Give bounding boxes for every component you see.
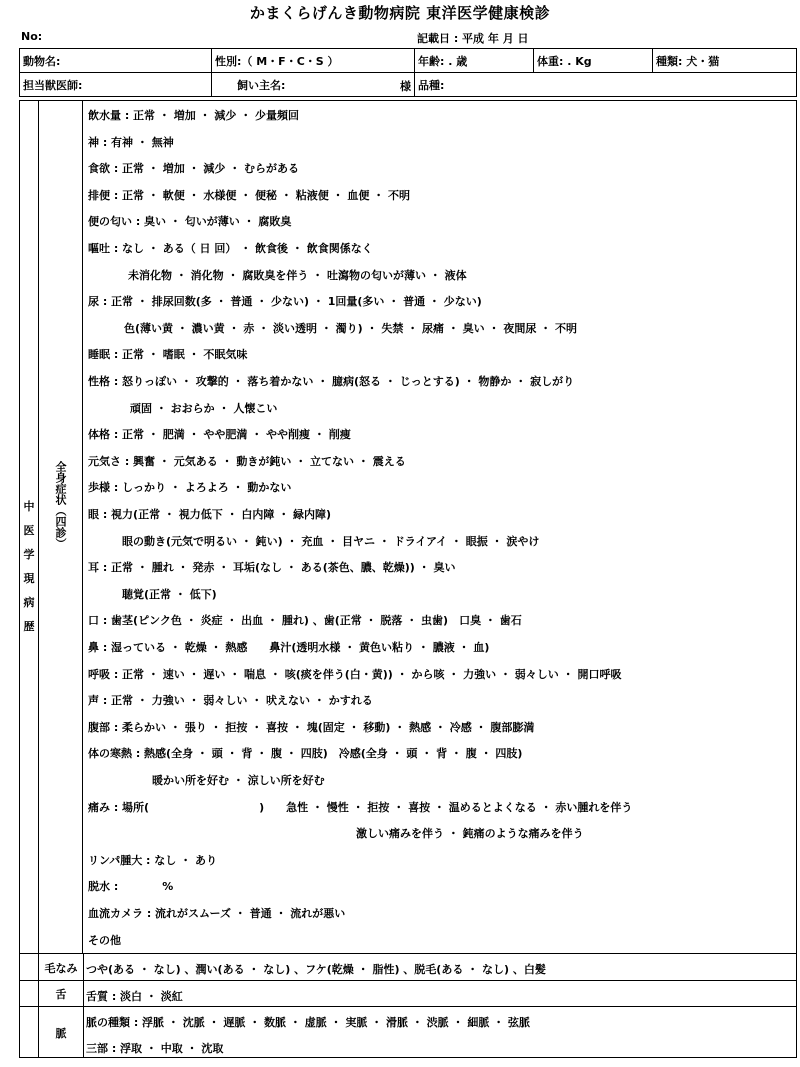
symptom-line[interactable]: その他 xyxy=(88,933,121,947)
symptom-line[interactable]: 腹部 : 柔らかい ・ 張り ・ 拒按 ・ 喜按 ・ 塊(固定 ・ 移動) ・ 熱感 ・ 冷感 ・ 腹部膨満 xyxy=(88,720,535,734)
coat-value: つや(ある ・ なし) 、潤い(ある ・ なし) 、フケ(乾燥 ・ 脂性) 、脱毛(ある ・ なし) 、白髪 xyxy=(86,963,546,976)
outer-char: 中 xyxy=(23,500,35,513)
vet-field[interactable]: 担当獣医師: xyxy=(20,73,212,97)
symptom-line[interactable]: 口 : 歯茎(ピンク色 ・ 炎症 ・ 出血 ・ 腫れ) 、歯(正常 ・ 脱落 ・ 虫歯) 口臭 ・ 歯石 xyxy=(88,614,522,628)
species-field[interactable]: 種類: 犬・猫 xyxy=(653,49,797,73)
breed-field[interactable]: 品種: xyxy=(415,73,797,97)
owner-field[interactable] xyxy=(212,73,415,97)
symptom-line[interactable]: 色(薄い黄 ・ 濃い黄 ・ 赤 ・ 淡い透明 ・ 濁り) ・ 失禁 ・ 尿痛 ・ 臭い ・ 夜間尿 ・ 不明 xyxy=(124,321,577,335)
symptom-line[interactable]: 脱水 : % xyxy=(88,880,174,894)
animal-name-field[interactable]: 動物名: xyxy=(20,49,212,73)
outer-char: 医 xyxy=(23,524,35,537)
pulse-row xyxy=(20,1006,796,1058)
symptom-line[interactable]: 未消化物 ・ 消化物 ・ 腐敗臭を伴う ・ 吐瀉物の匂いが薄い ・ 液体 xyxy=(128,268,467,282)
symptom-line[interactable]: 鼻 : 湿っている ・ 乾燥 ・ 熱感 鼻汁(透明水様 ・ 黄色い粘り ・ 膿液 ・ 血) xyxy=(88,641,490,654)
symptom-line[interactable]: 便の匂い : 臭い ・ 匂いが薄い ・ 腐敗臭 xyxy=(88,215,292,229)
symptom-line[interactable]: 痛み : 場所( ) 急性 ・ 慢性 ・ 拒按 ・ 喜按 ・ 温めるとよくなる ・ 赤い腫れを伴う xyxy=(88,800,633,814)
sex-field[interactable]: 性別:（ M・F・C・S ） xyxy=(212,49,415,73)
symptom-line[interactable]: リンパ腫大 : なし ・ あり xyxy=(88,853,217,867)
history-section xyxy=(19,100,797,1058)
outer-char: 病 xyxy=(23,596,35,609)
owner-label: 飼い主名: xyxy=(237,78,286,92)
inner-vertical-text: 全身症状（四診） xyxy=(54,461,67,549)
outer-char: 歴 xyxy=(23,620,35,633)
pulse-three: 三部 : 浮取 ・ 中取 ・ 沈取 xyxy=(86,1042,224,1055)
form-title: かまくらげんき動物病院 東洋医学健康検診 xyxy=(249,4,551,22)
symptom-line[interactable]: 食欲 : 正常 ・ 増加 ・ 減少 ・ むらがある xyxy=(88,162,300,176)
pulse-label: 脈 xyxy=(38,1007,84,1058)
tongue-value: 舌質 : 淡白 ・ 淡紅 xyxy=(86,990,183,1003)
tongue-row xyxy=(20,980,796,1007)
weight-field[interactable]: 体重: . Kg xyxy=(534,49,653,73)
outer-char: 現 xyxy=(23,572,35,585)
symptom-line[interactable]: 嘔吐 : なし ・ ある（ 日 回） ・ 飲食後 ・ 飲食関係なく xyxy=(88,242,373,255)
symptom-line[interactable]: 呼吸 : 正常 ・ 速い ・ 遅い ・ 喘息 ・ 咳(痰を伴う(白・黄)) ・ から咳 ・ 力強い ・ 弱々しい ・ 開口呼吸 xyxy=(88,667,622,681)
pulse-type: 脈の種類 : 浮脈 ・ 沈脈 ・ 遅脈 ・ 数脈 ・ 虚脈 ・ 実脈 ・ 滑脈 ・ 渋脈 ・ 細脈 ・ 弦脈 xyxy=(86,1016,530,1029)
symptom-line[interactable]: 声 : 正常 ・ 力強い ・ 弱々しい ・ 吠えない ・ かすれる xyxy=(88,694,373,708)
symptom-line[interactable]: 体の寒熱 : 熱感(全身 ・ 頭 ・ 背 ・ 腹 ・ 四肢) 冷感(全身 ・ 頭 ・ 背 ・ 腹 ・ 四肢) xyxy=(88,747,523,761)
coat-label: 毛なみ xyxy=(38,954,84,981)
symptom-line[interactable]: 耳 : 正常 ・ 腫れ ・ 発赤 ・ 耳垢(なし ・ ある(茶色、膿、乾燥)) ・ 臭い xyxy=(88,561,456,575)
symptom-line[interactable]: 睡眠 : 正常 ・ 嗜眠 ・ 不眠気味 xyxy=(88,348,248,362)
symptom-line[interactable]: 神 : 有神 ・ 無神 xyxy=(88,135,174,149)
symptom-line[interactable]: 暖かい所を好む ・ 涼しい所を好む xyxy=(152,774,325,787)
symptom-line[interactable]: 激しい痛みを伴う ・ 鈍痛のような痛みを伴う xyxy=(356,827,584,841)
symptom-line[interactable]: 眼の動き(元気で明るい ・ 鈍い) ・ 充血 ・ 目ヤニ ・ ドライアイ ・ 眼振 ・ 涙やけ xyxy=(122,534,540,548)
symptom-line[interactable]: 頑固 ・ おおらか ・ 人懐こい xyxy=(130,401,278,415)
header-row xyxy=(19,26,797,48)
symptom-list xyxy=(84,101,796,953)
symptom-line[interactable]: 排便 : 正常 ・ 軟便 ・ 水様便 ・ 便秘 ・ 粘液便 ・ 血便 ・ 不明 xyxy=(88,188,411,202)
symptom-line[interactable]: 眼 : 視力(正常 ・ 視力低下 ・ 白内障 ・ 緑内障) xyxy=(88,508,332,521)
date-label: 記載日 : 平成 年 月 日 xyxy=(417,32,529,45)
no-label: No: xyxy=(21,30,43,43)
symptom-line[interactable]: 飲水量 : 正常 ・ 増加 ・ 減少 ・ 少量頻回 xyxy=(88,109,300,122)
symptom-line[interactable]: 血流カメラ : 流れがスムーズ ・ 普通 ・ 流れが悪い xyxy=(88,907,346,920)
symptom-line[interactable]: 歩様 : しっかり ・ よろよろ ・ 動かない xyxy=(88,481,292,495)
symptom-line[interactable]: 性格 : 怒りっぽい ・ 攻撃的 ・ 落ち着かない ・ 臆病(怒る ・ じっとする) ・ 物静か ・ 寂しがり xyxy=(88,375,575,388)
symptom-line[interactable]: 体格 : 正常 ・ 肥満 ・ やや肥満 ・ やや削痩 ・ 削痩 xyxy=(88,428,351,442)
sama-label: 様 xyxy=(400,80,411,93)
outer-side-label xyxy=(20,101,39,953)
patient-info-table xyxy=(19,48,797,97)
tongue-label: 舌 xyxy=(38,981,84,1007)
symptom-line[interactable]: 尿 : 正常 ・ 排尿回数(多 ・ 普通 ・ 少ない) ・ 1回量(多い ・ 普通 ・ 少ない) xyxy=(88,295,482,309)
coat-row xyxy=(20,953,796,981)
symptom-line[interactable]: 聴覚(正常 ・ 低下) xyxy=(122,587,217,601)
inner-side-label xyxy=(38,101,83,953)
symptom-line[interactable]: 元気さ : 興奮 ・ 元気ある ・ 動きが鈍い ・ 立てない ・ 震える xyxy=(88,454,406,468)
outer-char: 学 xyxy=(23,548,35,561)
age-field[interactable]: 年齢: . 歳 xyxy=(415,49,534,73)
